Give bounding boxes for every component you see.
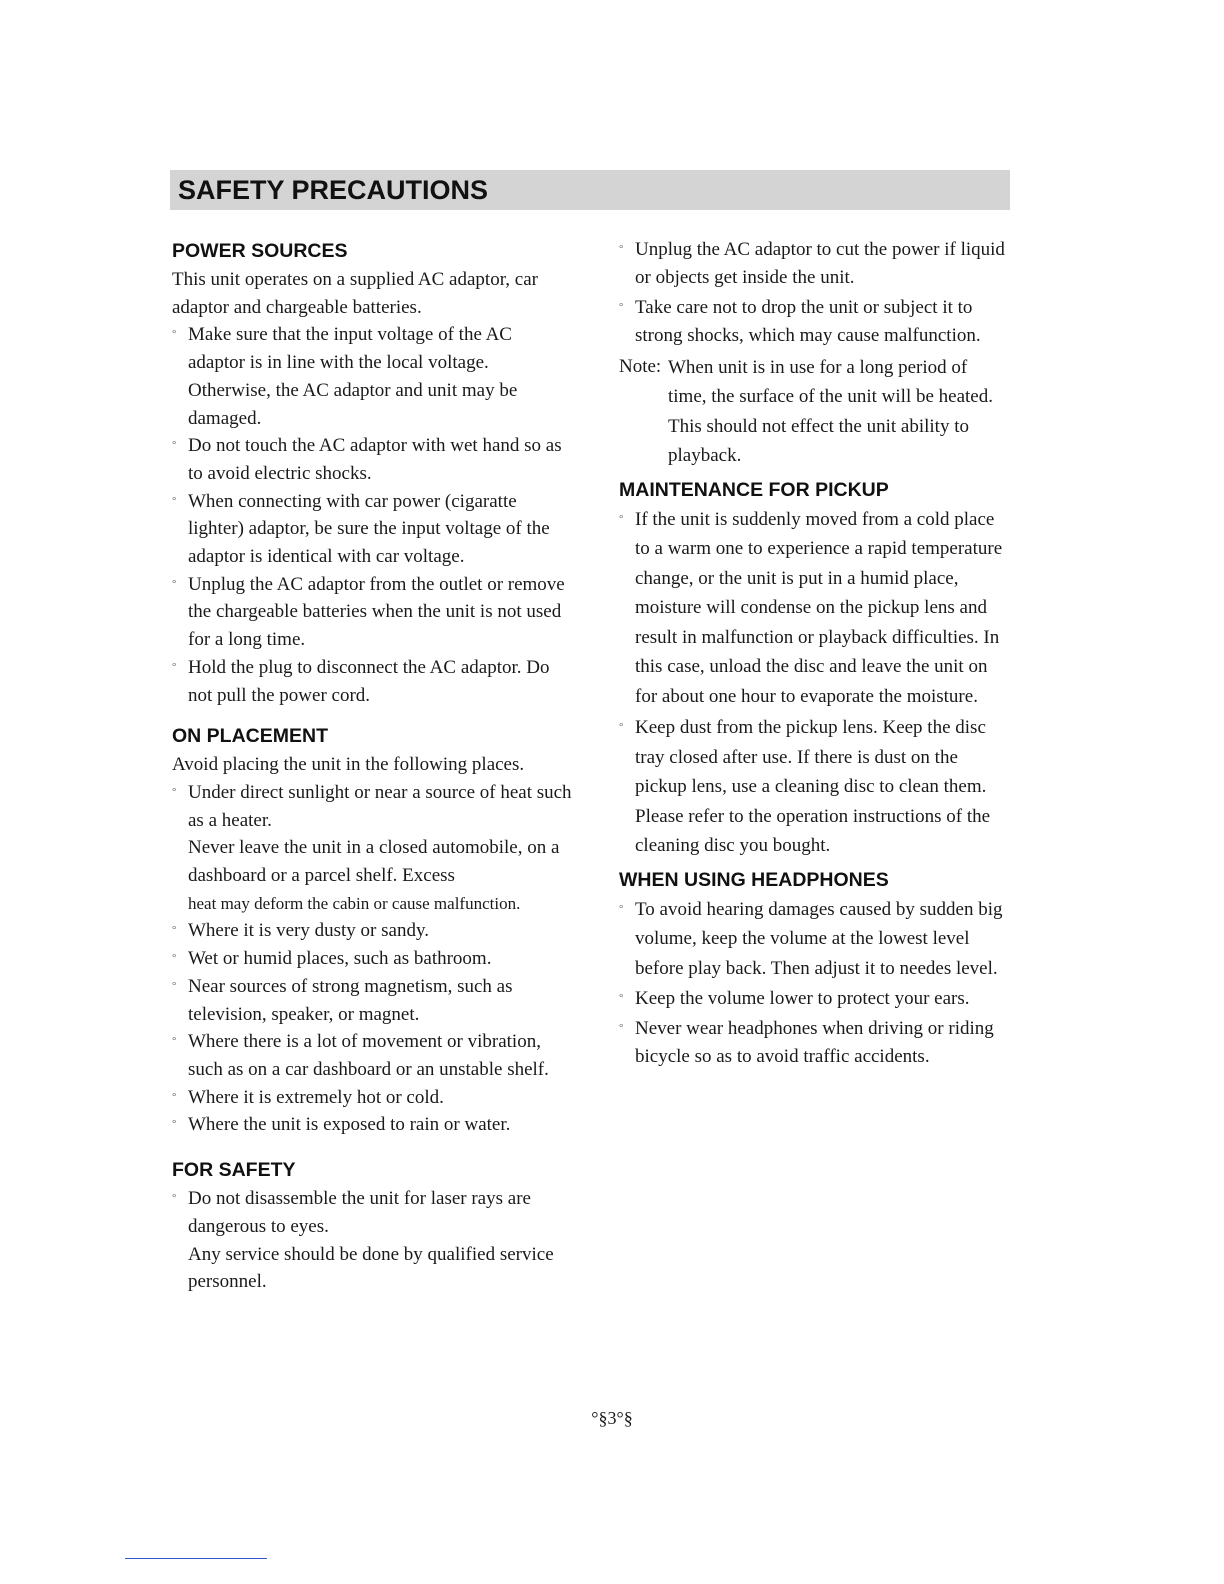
list-item: ° Make sure that the input voltage of the AC adaptor is in line with the local voltage. Otherwise, the AC adaptor and unit may be damaged. bbox=[172, 321, 572, 432]
bullet-icon: ° bbox=[172, 328, 177, 341]
power-sources-intro: This unit operates on a supplied AC adaptor, car adaptor and chargeable batteries. bbox=[172, 269, 538, 318]
list-item: ° Take care not to drop the unit or subject it to strong shocks, which may cause malfunction. bbox=[619, 294, 1009, 349]
note-text: When unit is in use for a long period of time, the surface of the unit will be heated. This should not effect the unit ability to playback. bbox=[668, 356, 993, 467]
bullet-icon: ° bbox=[172, 1192, 177, 1205]
on-placement-heading: ON PLACEMENT bbox=[172, 725, 328, 748]
maintenance-heading: MAINTENANCE FOR PICKUP bbox=[619, 478, 889, 501]
bullet-icon: ° bbox=[172, 1118, 177, 1131]
bullet-icon: ° bbox=[172, 439, 177, 452]
list-item-detail: Never leave the unit in a closed automobile, on a dashboard or a parcel shelf. Excess bbox=[188, 837, 560, 887]
section-header-bar bbox=[170, 170, 1010, 210]
footer-rule bbox=[125, 1558, 267, 1559]
bullet-icon: ° bbox=[172, 785, 177, 798]
list-item: ° Hold the plug to disconnect the AC adaptor. Do not pull the power cord. bbox=[172, 654, 572, 709]
list-item: ° Never wear headphones when driving or riding bicycle so as to avoid traffic accidents. bbox=[619, 1015, 1009, 1070]
list-item: ° Keep dust from the pickup lens. Keep the disc tray closed after use. If there is dust on the pickup lens, use a cleaning disc to clean them. Please refer to the operation instructions of the cleaning disc you bought. bbox=[619, 713, 1009, 861]
left-column bbox=[172, 236, 572, 1296]
bullet-icon: ° bbox=[619, 902, 624, 915]
list-item-detail: heat may deform the cabin or cause malfunction. bbox=[188, 893, 521, 913]
list-item: ° To avoid hearing damages caused by sudden big volume, keep the volume at the lowest level before play back. Then adjust it to needes level. bbox=[619, 895, 1009, 984]
on-placement-intro: Avoid placing the unit in the following places. bbox=[172, 754, 525, 776]
page-title: SAFETY PRECAUTIONS bbox=[178, 175, 489, 205]
list-item: ° Where it is extremely hot or cold. bbox=[172, 1084, 572, 1112]
list-item: ° Under direct sunlight or near a source of heat such as a heater. bbox=[172, 779, 572, 834]
headphones-heading: WHEN USING HEADPHONES bbox=[619, 868, 889, 891]
for-safety-heading: FOR SAFETY bbox=[172, 1159, 296, 1182]
bullet-icon: ° bbox=[172, 952, 177, 965]
list-item: ° Do not touch the AC adaptor with wet hand so as to avoid electric shocks. bbox=[172, 432, 572, 487]
list-item: ° When connecting with car power (cigaratte lighter) adaptor, be sure the input voltage of the adaptor is identical with car voltage. bbox=[172, 488, 572, 571]
bullet-icon: ° bbox=[619, 992, 624, 1005]
list-item: ° Keep the volume lower to protect your ears. bbox=[619, 985, 1009, 1013]
list-item: ° Near sources of strong magnetism, such as television, speaker, or magnet. bbox=[172, 973, 572, 1028]
list-item: ° Unplug the AC adaptor from the outlet or remove the chargeable batteries when the unit is not used for a long time. bbox=[172, 571, 572, 654]
bullet-icon: ° bbox=[172, 979, 177, 992]
bullet-icon: ° bbox=[172, 660, 177, 673]
bullet-icon: ° bbox=[172, 494, 177, 507]
bullet-icon: ° bbox=[172, 1035, 177, 1048]
list-item: ° Where it is very dusty or sandy. bbox=[172, 917, 572, 945]
power-sources-heading: POWER SOURCES bbox=[172, 240, 348, 262]
bullet-icon: ° bbox=[172, 924, 177, 937]
bullet-icon: ° bbox=[619, 1022, 624, 1035]
page-number: °§3°§ bbox=[591, 1408, 633, 1428]
bullet-icon: ° bbox=[619, 512, 624, 525]
bullet-icon: ° bbox=[172, 577, 177, 590]
list-item: ° Where the unit is exposed to rain or water. bbox=[172, 1111, 572, 1139]
list-item-detail: Any service should be done by qualified service personnel. bbox=[188, 1243, 554, 1293]
bullet-icon: ° bbox=[619, 301, 624, 314]
list-item: ° If the unit is suddenly moved from a cold place to a warm one to experience a rapid temperature change, or the unit is put in a humid place, moisture will condense on the pickup lens and result in malfunction or playback difficulties. In this case, unload the disc and leave the unit on for about one hour to evaporate the moisture. bbox=[619, 505, 1009, 712]
list-item: ° Wet or humid places, such as bathroom. bbox=[172, 945, 572, 973]
list-item: ° Unplug the AC adaptor to cut the power if liquid or objects get inside the unit. bbox=[619, 236, 1009, 291]
note-block bbox=[619, 353, 1009, 471]
note-label: Note: bbox=[619, 355, 662, 377]
bullet-icon: ° bbox=[619, 721, 624, 734]
bullet-icon: ° bbox=[172, 1090, 177, 1103]
list-item: ° Do not disassemble the unit for laser rays are dangerous to eyes. bbox=[172, 1185, 572, 1240]
right-column bbox=[619, 236, 1009, 1070]
bullet-icon: ° bbox=[619, 243, 624, 255]
list-item: ° Where there is a lot of movement or vibration, such as on a car dashboard or an unstable shelf. bbox=[172, 1028, 572, 1083]
